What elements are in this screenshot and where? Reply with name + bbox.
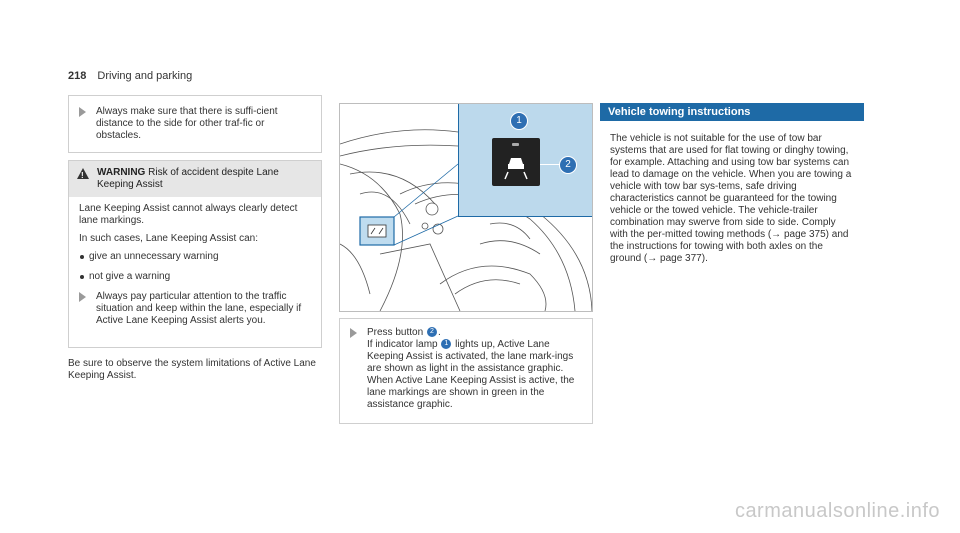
warning-step-text: Always pay particular attention to the traffic situation and keep within the lane, especially if Active Lane Keeping Assist alerts you. [96,291,302,326]
button-ref-2: 2 [427,327,437,337]
step-arrow-icon [350,328,357,338]
lamp-ref-1: 1 [441,339,451,349]
page-header [68,70,192,82]
lane-assist-icon [492,138,540,186]
warning-p1: Lane Keeping Assist cannot always clearly detect lane markings. [79,203,298,226]
lane-keeping-button[interactable] [492,138,540,186]
warning-label: WARNING [97,167,146,178]
watermark: carmanualsonline.info [734,500,940,522]
list-item: give an unnecessary warning [89,251,311,263]
limitations-note: Be sure to observe the system limitations of Active Lane Keeping Assist. [68,358,316,381]
callout-2: 2 [559,156,577,174]
list-item: not give a warning [89,271,311,283]
step-line2a: If indicator lamp [367,339,438,350]
warning-box [68,160,322,348]
step-box-press-button: Press button 2 . If indicator lamp 1 lights up, Active Lane Keeping Assist is activated, the lane mark-ings are shown as light in the assistance graphic. When Active Lane Keeping Assist is active, the lane markings are shown in green in the assistance graphic. [339,318,593,424]
dashboard-illustration [339,103,593,312]
step-text: Always make sure that there is suffi-cient distance to the side for other traf-fic or obstacles. [96,106,278,141]
step-arrow-icon [79,292,86,302]
step-line2b: lights up, Active Lane Keeping Assist is activated, the lane mark-ings are shown as light in the assistance graphic. When Active Lane Keeping Assist is active, the lane markings are shown in green in the assistance graphic. [367,339,575,410]
warning-body [69,197,321,333]
warning-header [69,161,321,197]
warning-list [79,251,311,283]
warning-title: Risk of accident despite Lane Keeping Assist [97,167,279,190]
towing-section [600,103,864,265]
step-arrow-icon [79,107,86,117]
warning-triangle-icon [77,168,89,179]
step-box-distance [68,95,322,153]
towing-heading: Vehicle towing instructions [600,103,864,121]
warning-p2: In such cases, Lane Keeping Assist can: [79,233,258,244]
callout-1: 1 [510,112,528,130]
section-title: Driving and parking [97,70,193,82]
step-prefix: Press button [367,327,424,338]
page-number: 218 [68,70,87,82]
callout-line-2 [540,164,560,165]
towing-body: The vehicle is not suitable for the use of tow bar systems that are used for flat towing or dinghy towing, for example. Attaching and using tow bar systems can lead to damage on the vehicle. When you are towing a vehicle with tow bar sys-tems, safe driving characteristics cannot be guaranteed for the towing vehicle or the towed vehicle. The vehicle-trailer combination may swerve from side to side. Comply with the per-mitted towing methods (→ page 375) and the instructions for towing with both axles on the ground (→ page 377). [610,133,852,264]
